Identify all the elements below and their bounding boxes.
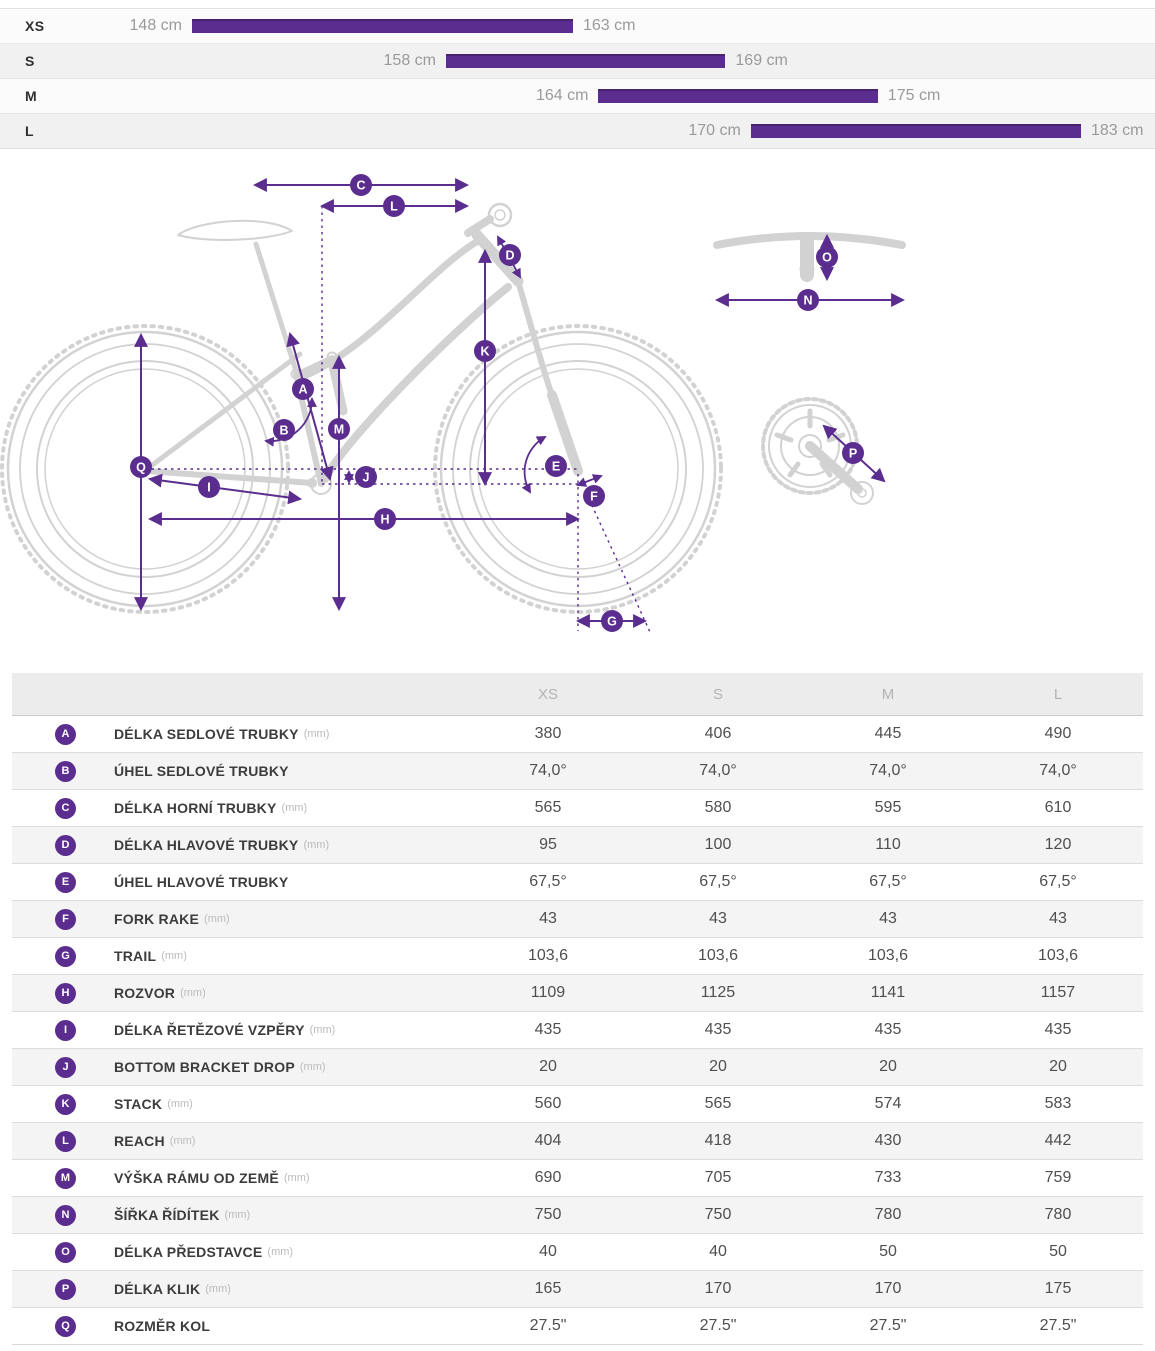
row-label: ÚHEL SEDLOVÉ TRUBKY bbox=[114, 763, 289, 779]
cell-value-xs: 750 bbox=[534, 1206, 562, 1223]
cell-value-m: 74,0° bbox=[869, 762, 907, 779]
row-unit-label: (mm) bbox=[283, 1172, 310, 1184]
row-label: ŠÍŘKA ŘÍDÍTEK bbox=[114, 1207, 220, 1223]
svg-text:A: A bbox=[298, 382, 308, 397]
row-label: STACK bbox=[114, 1096, 163, 1112]
svg-text:J: J bbox=[362, 470, 370, 485]
badge-H bbox=[374, 508, 396, 530]
table-row bbox=[12, 789, 1143, 826]
column-header-xs: XS bbox=[537, 685, 558, 703]
cell-value-s: 435 bbox=[704, 1021, 732, 1038]
cell-value-m: 50 bbox=[879, 1243, 897, 1260]
svg-text:L: L bbox=[390, 199, 398, 214]
cell-value-s: 40 bbox=[709, 1243, 727, 1260]
cell-value-s: 580 bbox=[704, 799, 732, 816]
cell-value-m: 170 bbox=[874, 1280, 902, 1297]
row-letter-badge: B bbox=[55, 761, 76, 782]
row-label: BOTTOM BRACKET DROP bbox=[114, 1059, 295, 1075]
max-height-label: 163 cm bbox=[583, 17, 636, 34]
cell-value-l: 759 bbox=[1044, 1169, 1072, 1186]
cell-value-xs: 560 bbox=[534, 1095, 562, 1112]
row-unit-label: (mm) bbox=[167, 1098, 193, 1110]
row-letter-badge: G bbox=[55, 946, 76, 967]
cell-value-s: 705 bbox=[704, 1169, 732, 1186]
row-letter-badge: F bbox=[55, 909, 76, 930]
size-guide-row bbox=[0, 9, 1155, 43]
geometry-table bbox=[12, 673, 1143, 1345]
min-height-label: 148 cm bbox=[129, 17, 182, 34]
cell-value-m: 733 bbox=[874, 1169, 902, 1186]
table-row bbox=[12, 1122, 1143, 1159]
table-row bbox=[12, 716, 1143, 752]
badge-A bbox=[292, 378, 314, 400]
badge-I bbox=[198, 476, 220, 498]
max-height-label: 169 cm bbox=[735, 52, 788, 69]
row-unit-label: (mm) bbox=[303, 839, 330, 851]
row-unit-label: (mm) bbox=[224, 1209, 251, 1221]
cell-value-s: 27.5" bbox=[699, 1317, 737, 1334]
table-row bbox=[12, 863, 1143, 900]
row-unit-label: (mm) bbox=[161, 950, 187, 962]
bike-line-art bbox=[2, 204, 902, 612]
row-letter-badge: E bbox=[55, 872, 76, 893]
size-guide-row bbox=[0, 78, 1155, 113]
row-unit-label: (mm) bbox=[299, 1061, 326, 1073]
table-row bbox=[12, 1159, 1143, 1196]
cell-value-s: 67,5° bbox=[699, 873, 737, 890]
size-label: L bbox=[25, 123, 34, 139]
size-label: XS bbox=[25, 18, 45, 34]
svg-text:F: F bbox=[590, 489, 598, 504]
table-row bbox=[12, 1011, 1143, 1048]
cell-value-s: 418 bbox=[704, 1132, 732, 1149]
row-letter-badge: H bbox=[55, 983, 76, 1004]
cell-value-m: 595 bbox=[874, 799, 902, 816]
height-range-bar bbox=[751, 124, 1081, 138]
height-range-bar bbox=[598, 89, 877, 103]
cell-value-l: 20 bbox=[1049, 1058, 1067, 1075]
cell-value-xs: 404 bbox=[534, 1132, 562, 1149]
row-unit-label: (mm) bbox=[205, 1283, 231, 1295]
cell-value-xs: 43 bbox=[539, 910, 557, 927]
row-letter-badge: J bbox=[55, 1057, 76, 1078]
badge-B bbox=[273, 419, 295, 441]
min-height-label: 158 cm bbox=[383, 52, 436, 69]
row-label: DÉLKA HORNÍ TRUBKY bbox=[114, 800, 277, 816]
cell-value-m: 20 bbox=[879, 1058, 897, 1075]
cell-value-xs: 74,0° bbox=[529, 762, 567, 779]
svg-text:N: N bbox=[803, 293, 813, 308]
row-unit-label: (mm) bbox=[309, 1024, 336, 1036]
cell-value-l: 442 bbox=[1044, 1132, 1072, 1149]
svg-text:P: P bbox=[848, 446, 858, 461]
row-letter-badge: K bbox=[55, 1094, 76, 1115]
cell-value-s: 406 bbox=[704, 725, 732, 742]
cell-value-xs: 435 bbox=[534, 1021, 562, 1038]
table-row bbox=[12, 826, 1143, 863]
size-label: S bbox=[25, 53, 35, 69]
row-letter-badge: O bbox=[55, 1242, 76, 1263]
svg-text:D: D bbox=[505, 248, 515, 263]
cell-value-l: 435 bbox=[1044, 1021, 1072, 1038]
table-row bbox=[12, 937, 1143, 974]
handlebar-icon bbox=[717, 236, 902, 276]
row-letter-badge: D bbox=[55, 835, 76, 856]
row-letter-badge: P bbox=[55, 1279, 76, 1300]
row-label: DÉLKA SEDLOVÉ TRUBKY bbox=[114, 726, 299, 742]
row-label: DÉLKA PŘEDSTAVCE bbox=[114, 1244, 263, 1260]
height-range-bar bbox=[446, 54, 725, 68]
table-body bbox=[12, 716, 1143, 1344]
badge-C bbox=[350, 174, 372, 196]
svg-text:B: B bbox=[279, 423, 289, 438]
row-label: REACH bbox=[114, 1133, 165, 1149]
badge-G bbox=[601, 610, 623, 632]
row-letter-badge: N bbox=[55, 1205, 76, 1226]
column-header-m: M bbox=[881, 685, 895, 703]
badge-E bbox=[545, 455, 567, 477]
cell-value-l: 780 bbox=[1044, 1206, 1072, 1223]
size-guide-row bbox=[0, 113, 1155, 148]
cell-value-l: 175 bbox=[1044, 1280, 1072, 1297]
cell-value-s: 20 bbox=[709, 1058, 727, 1075]
column-header-l: L bbox=[1053, 685, 1063, 703]
bike-geometry-page bbox=[0, 8, 1155, 1345]
cell-value-l: 1157 bbox=[1040, 984, 1076, 1001]
row-unit-label: (mm) bbox=[169, 1135, 196, 1147]
cell-value-m: 780 bbox=[874, 1206, 902, 1223]
cell-value-m: 445 bbox=[874, 725, 902, 742]
max-height-label: 183 cm bbox=[1091, 122, 1144, 139]
row-letter-badge: I bbox=[55, 1020, 76, 1041]
row-label: ÚHEL HLAVOVÉ TRUBKY bbox=[114, 874, 289, 890]
cell-value-s: 750 bbox=[704, 1206, 732, 1223]
cell-value-l: 50 bbox=[1049, 1243, 1067, 1260]
cell-value-xs: 20 bbox=[539, 1058, 557, 1075]
badge-N bbox=[797, 289, 819, 311]
cell-value-xs: 67,5° bbox=[529, 873, 567, 890]
badge-D bbox=[499, 244, 521, 266]
cell-value-l: 583 bbox=[1044, 1095, 1072, 1112]
row-label: DÉLKA ŘETĚZOVÉ VZPĚRY bbox=[114, 1022, 305, 1038]
badge-K bbox=[474, 340, 496, 362]
row-unit-label: (mm) bbox=[281, 802, 308, 814]
table-row bbox=[12, 1048, 1143, 1085]
cell-value-s: 43 bbox=[709, 910, 727, 927]
cell-value-l: 67,5° bbox=[1039, 873, 1077, 890]
table-row bbox=[12, 974, 1143, 1011]
row-label: VÝŠKA RÁMU OD ZEMĚ bbox=[114, 1170, 279, 1186]
row-letter-badge: A bbox=[55, 724, 76, 745]
cell-value-m: 574 bbox=[874, 1095, 902, 1112]
cell-value-xs: 27.5" bbox=[529, 1317, 567, 1334]
cell-value-xs: 1109 bbox=[530, 984, 566, 1001]
cell-value-s: 103,6 bbox=[697, 947, 739, 964]
row-label: ROZMĚR KOL bbox=[114, 1318, 211, 1334]
cell-value-s: 1125 bbox=[700, 984, 736, 1001]
row-unit-label: (mm) bbox=[180, 987, 206, 999]
svg-text:E: E bbox=[551, 459, 561, 474]
bike-geometry-diagram bbox=[0, 149, 1155, 661]
cell-value-m: 430 bbox=[874, 1132, 902, 1149]
table-row bbox=[12, 1085, 1143, 1122]
cell-value-m: 435 bbox=[874, 1021, 902, 1038]
max-height-label: 175 cm bbox=[887, 87, 941, 104]
svg-text:O: O bbox=[822, 250, 832, 265]
row-label: DÉLKA HLAVOVÉ TRUBKY bbox=[114, 837, 299, 853]
cell-value-m: 27.5" bbox=[869, 1317, 907, 1334]
cell-value-l: 490 bbox=[1044, 725, 1072, 742]
cell-value-l: 27.5" bbox=[1039, 1317, 1077, 1334]
cell-value-s: 100 bbox=[704, 836, 732, 853]
cell-value-xs: 95 bbox=[539, 836, 557, 853]
cell-value-s: 170 bbox=[704, 1280, 732, 1297]
cell-value-m: 110 bbox=[875, 836, 901, 853]
table-row bbox=[12, 1233, 1143, 1270]
svg-text:C: C bbox=[356, 178, 366, 193]
badge-Q bbox=[130, 456, 152, 478]
row-unit-label: (mm) bbox=[267, 1246, 294, 1258]
table-row bbox=[12, 1307, 1143, 1344]
row-label: ROZVOR bbox=[114, 985, 176, 1001]
badge-M bbox=[328, 418, 350, 440]
min-height-label: 164 cm bbox=[535, 87, 589, 104]
cell-value-s: 565 bbox=[704, 1095, 732, 1112]
table-row bbox=[12, 752, 1143, 789]
table-header-row bbox=[12, 673, 1143, 716]
badge-L bbox=[383, 195, 405, 217]
cell-value-xs: 690 bbox=[534, 1169, 562, 1186]
svg-text:Q: Q bbox=[136, 460, 146, 475]
cell-value-l: 103,6 bbox=[1037, 947, 1079, 964]
row-letter-badge: M bbox=[55, 1168, 76, 1189]
rider-height-size-guide bbox=[0, 8, 1155, 149]
row-label: FORK RAKE bbox=[114, 911, 200, 927]
row-label: DÉLKA KLIK bbox=[114, 1281, 201, 1297]
table-row bbox=[12, 1196, 1143, 1233]
cell-value-xs: 103,6 bbox=[527, 947, 569, 964]
row-unit-label: (mm) bbox=[303, 728, 330, 740]
cell-value-m: 1141 bbox=[870, 984, 906, 1001]
badge-O bbox=[816, 246, 838, 268]
badge-P bbox=[842, 442, 864, 464]
cell-value-xs: 40 bbox=[539, 1243, 557, 1260]
cell-value-xs: 165 bbox=[534, 1280, 562, 1297]
cell-value-xs: 565 bbox=[534, 799, 562, 816]
row-letter-badge: Q bbox=[55, 1316, 76, 1337]
height-range-bar bbox=[192, 19, 573, 33]
table-row bbox=[12, 1270, 1143, 1307]
svg-text:H: H bbox=[380, 512, 390, 527]
size-guide-row bbox=[0, 43, 1155, 78]
svg-text:G: G bbox=[607, 614, 617, 629]
table-row bbox=[12, 900, 1143, 937]
badge-J bbox=[355, 466, 377, 488]
size-label: M bbox=[25, 88, 38, 104]
cell-value-l: 43 bbox=[1049, 910, 1067, 927]
svg-text:I: I bbox=[207, 480, 211, 495]
cell-value-l: 74,0° bbox=[1039, 762, 1077, 779]
cell-value-l: 120 bbox=[1044, 836, 1072, 853]
cell-value-xs: 380 bbox=[534, 725, 562, 742]
row-label: TRAIL bbox=[114, 948, 157, 964]
svg-text:M: M bbox=[333, 422, 345, 437]
geometry-diagram-svg bbox=[0, 149, 1155, 661]
row-unit-label: (mm) bbox=[204, 913, 230, 925]
row-letter-badge: C bbox=[55, 798, 76, 819]
cell-value-s: 74,0° bbox=[699, 762, 737, 779]
cell-value-m: 67,5° bbox=[869, 873, 907, 890]
svg-text:K: K bbox=[480, 344, 490, 359]
column-header-s: S bbox=[712, 685, 723, 703]
cell-value-m: 103,6 bbox=[867, 947, 909, 964]
badge-F bbox=[583, 485, 605, 507]
row-letter-badge: L bbox=[55, 1131, 76, 1152]
min-height-label: 170 cm bbox=[688, 122, 741, 139]
cell-value-m: 43 bbox=[879, 910, 897, 927]
cell-value-l: 610 bbox=[1044, 799, 1072, 816]
